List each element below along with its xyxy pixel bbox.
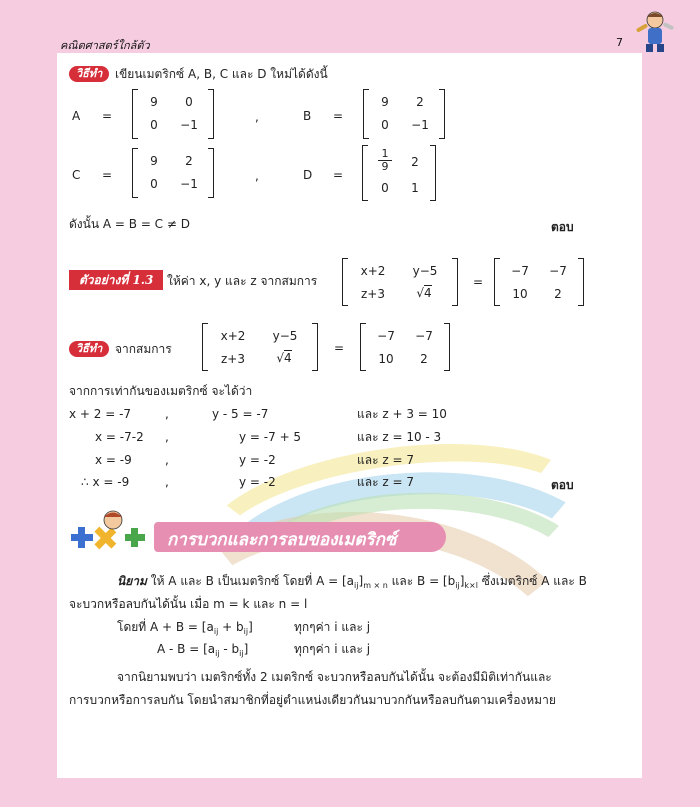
matrix-cell: −7 <box>549 264 567 278</box>
sum-lhs: โดยที่ A + B = [a <box>117 620 214 634</box>
matrix-d <box>362 145 436 201</box>
matrix-a-cell: 9 <box>150 95 158 109</box>
matrix-c-cell: 9 <box>150 154 158 168</box>
equation-z: และ z = 10 - 3 <box>357 430 442 444</box>
matrix-cell: 2 <box>420 352 428 366</box>
equation-y: y = -2 <box>239 453 276 467</box>
subscript: ij <box>354 581 359 590</box>
equation-x: x = -9 <box>95 453 132 467</box>
matrix-a <box>132 89 214 139</box>
matrix-b-cell: −1 <box>411 118 429 132</box>
paragraph-line-2: การบวกหรือการลบกัน โดยนำสมาชิกที่อยู่ตำแหน่งเดียวกันมาบวกกันหรือลบกันตามเครื่องหมาย <box>69 693 556 707</box>
solution2-eq: = <box>334 341 345 355</box>
matrix-a-eq: = <box>102 109 113 123</box>
matrix-b-cell: 0 <box>381 118 389 132</box>
solution-badge-2: วิธีทำ <box>69 341 109 357</box>
matrix-a-cell: −1 <box>180 118 198 132</box>
matrix-d-cell: 0 <box>381 181 389 195</box>
sqrt-value: 4 <box>284 351 292 365</box>
matrix-cell: 2 <box>554 287 562 301</box>
matrix-cell: y−5 <box>412 264 438 278</box>
matrix-c-cell: 2 <box>185 154 193 168</box>
matrix-b-cell: 2 <box>416 95 424 109</box>
definition-text-a: ให้ A และ B เป็นเมตริกซ์ โดยที่ A = [a <box>150 574 355 588</box>
equation-z: และ z = 7 <box>357 453 414 467</box>
equation-x: x = -7-2 <box>95 430 144 444</box>
subscript: ij <box>243 627 249 636</box>
sum-note: ทุกๆค่า i และ j <box>294 620 371 634</box>
matrix-b <box>363 89 445 139</box>
comma: , <box>165 453 169 467</box>
sum-end: ] <box>248 620 253 634</box>
answer-label: ตอบ <box>551 478 574 492</box>
solution1-conclusion: ดังนั้น A = B = C ≠ D <box>69 217 190 231</box>
sum-mid: + b <box>218 620 244 634</box>
matrix-c-eq: = <box>102 168 113 182</box>
equation-z: และ z = 7 <box>357 475 414 489</box>
matrix-d-eq: = <box>333 168 344 182</box>
subscript: ij <box>215 649 220 658</box>
difference-lhs: A - B = [a <box>157 642 216 656</box>
matrix-b-eq: = <box>333 109 344 123</box>
matrix-c-cell: −1 <box>180 177 198 191</box>
subscript: ij <box>213 627 219 636</box>
fraction-numerator: 1 <box>378 148 392 161</box>
matrix-cell: −7 <box>377 329 395 343</box>
equation-y: y - 5 = -7 <box>212 407 269 421</box>
example-badge: ตัวอย่างที่ 1.3 <box>69 270 163 290</box>
sqrt-cell: √4 <box>416 286 432 300</box>
matrix-d-cell: 1 <box>411 181 419 195</box>
subscript: m × n <box>363 581 388 590</box>
matrix-b-cell: 9 <box>381 95 389 109</box>
page-number: 7 <box>616 36 623 49</box>
difference-formula <box>157 642 248 661</box>
page-header <box>0 30 700 52</box>
solution1-intro: เขียนเมตริกซ์ A, B, C และ D ใหม่ได้ดังนี้ <box>115 67 328 81</box>
separator-comma: , <box>255 110 259 124</box>
difference-end: ] <box>243 642 249 656</box>
fraction-denominator: 9 <box>381 160 389 173</box>
header-title: คณิตศาสตร์ใกล้ตัว <box>60 40 150 52</box>
example-eq: = <box>473 275 484 289</box>
separator-comma: , <box>255 169 259 183</box>
equation-y: y = -7 + 5 <box>239 430 302 444</box>
matrix-cell: x+2 <box>360 264 386 278</box>
matrix-d-fraction <box>378 148 392 173</box>
mascot-icon <box>632 8 678 54</box>
solution-matrix-left <box>202 323 318 371</box>
matrix-cell: −7 <box>511 264 529 278</box>
definition-text-c: ซึ่งเมตริกซ์ A และ B <box>481 574 587 588</box>
matrix-d-name: D <box>303 168 313 182</box>
matrix-cell: z+3 <box>361 287 385 301</box>
equation-y: y = -2 <box>239 475 276 489</box>
subscript: ij <box>455 581 460 590</box>
paragraph-line-1: จากนิยามพบว่า เมตริกซ์ทั้ง 2 เมตริกซ์ จะบวกหรือลบกันได้นั้น จะต้องมีมิติเท่ากันและ <box>117 670 552 684</box>
page-content <box>57 53 642 778</box>
matrix-c-name: C <box>72 168 81 182</box>
comma: , <box>165 430 169 444</box>
example-matrix-right <box>494 258 584 306</box>
example-text: ให้ค่า x, y และ z จากสมการ <box>167 274 318 288</box>
section-title: การบวกและการลบของเมตริกซ์ <box>167 530 397 550</box>
matrix-cell: x+2 <box>220 329 246 343</box>
definition-term: นิยาม <box>117 574 147 588</box>
matrix-a-cell: 0 <box>150 118 158 132</box>
matrix-d-cell: 2 <box>411 155 419 169</box>
matrix-cell: 10 <box>512 287 528 301</box>
definition-line-2: จะบวกหรือลบกันได้นั้น เมื่อ m = k และ n = l <box>69 597 308 611</box>
solution2-text: จากสมการ <box>115 342 172 356</box>
matrix-cell: y−5 <box>272 329 298 343</box>
subscript: ij <box>239 649 244 658</box>
difference-mid: - b <box>219 642 240 656</box>
matrix-cell: 10 <box>378 352 394 366</box>
comma: , <box>165 475 169 489</box>
solution2-intro: จากการเท่ากันของเมตริกซ์ จะได้ว่า <box>69 384 253 398</box>
definition-line-1: นิยาม ให้ A และ B เป็นเมตริกซ์ โดยที่ $A = [a_{ij}]_{m \times n}$ และ $B = [b_{ij}]_{k\times l}$ ซึ่งเมตริกซ์ A และ B <box>117 574 587 590</box>
math-symbols-icon <box>67 508 159 558</box>
solution-badge-1: วิธีทำ <box>69 66 109 82</box>
matrix-a-name: A <box>72 109 81 123</box>
matrix-c-cell: 0 <box>150 177 158 191</box>
sqrt-value: 4 <box>424 286 432 300</box>
matrix-b-name: B <box>303 109 312 123</box>
sqrt-cell: √4 <box>276 351 292 365</box>
equation-x: x + 2 = -7 <box>69 407 132 421</box>
matrix-c <box>132 148 214 198</box>
definition-text-b: และ B = [b <box>391 574 456 588</box>
subscript: k×l <box>464 581 478 590</box>
difference-note: ทุกๆค่า i และ j <box>294 642 371 656</box>
matrix-cell: −7 <box>415 329 433 343</box>
comma: , <box>165 407 169 421</box>
solution-matrix-right <box>360 323 450 371</box>
example-matrix-left <box>342 258 458 306</box>
matrix-a-cell: 0 <box>185 95 193 109</box>
answer-label: ตอบ <box>551 220 574 234</box>
sum-formula <box>117 620 253 639</box>
matrix-cell: z+3 <box>221 352 245 366</box>
equation-z: และ z + 3 = 10 <box>357 407 447 421</box>
equation-x: ∴ x = -9 <box>81 475 130 489</box>
